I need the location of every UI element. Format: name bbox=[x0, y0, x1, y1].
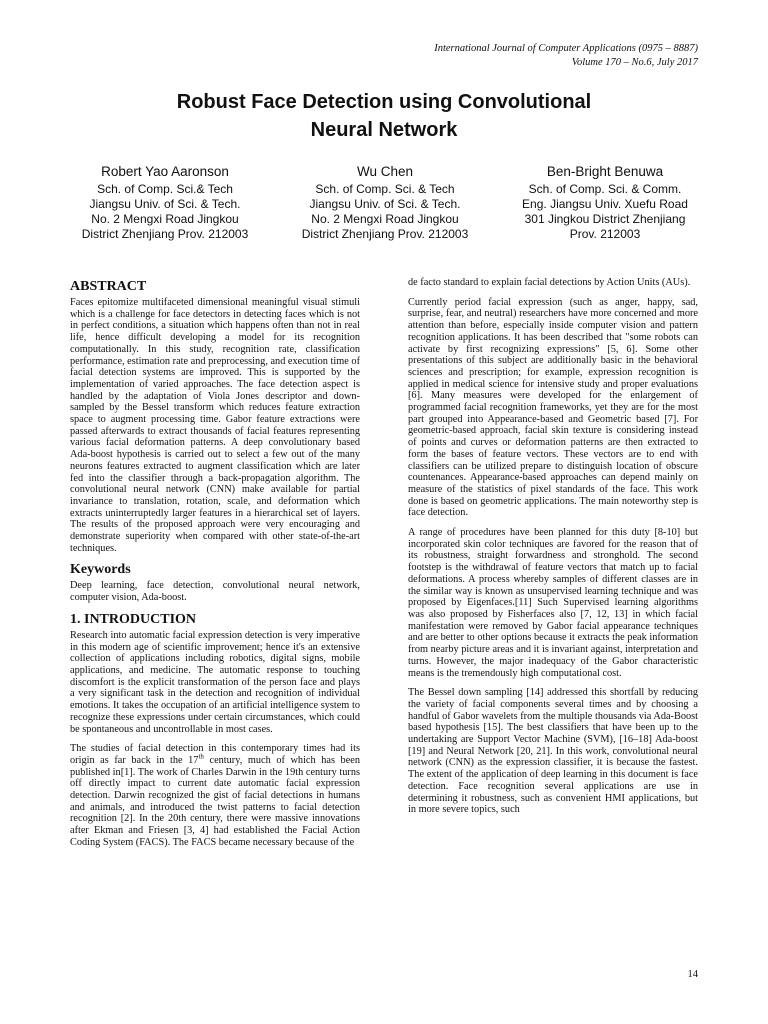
author-affiliation: Sch. of Comp. Sci. & Tech bbox=[315, 182, 455, 196]
author-block bbox=[55, 163, 715, 242]
intro-paragraph-1: Research into automatic facial expression detection is very imperative in this modern age of scientific improvement; hence it's an extensive collection of applications including robotics, digital signs, mobile applications, and medicine. The automatic response to touching discomfort is the explicit transformation of the person face and plays a very significant task in the detection and recognition of individual emotions. It takes the occupation of an artificial intelligence system to recognize these expressions under certain circumstances, which could be spontaneous and uncontrollable in most cases. bbox=[70, 629, 360, 735]
author-affiliation: 301 Jingkou District Zhenjiang bbox=[524, 212, 686, 226]
journal-header bbox=[278, 42, 698, 70]
intro-paragraph-5: The Bessel down sampling [14] addressed this shortfall by reducing the variety of facial components several times and by choosing a handful of Gabor wavelets from the multiple thousands via Ada-Boost based hypothesis [15]. The best classifiers that have been up to the undertaking are Support Vector Machine (SVM), [16–18] Ada-boost [19] and Neural Network [20, 21]. In this work, convolutional neural network (CNN) as the expression classifier, it is because the fastest. The extent of the application of deep learning in this document is face detection. Face recognition several applications are use in determining it robustness, such as convenient HMI applications, but in more severe topics, such bbox=[408, 687, 698, 816]
author-affiliation: Jiangsu Univ. of Sci. & Tech. bbox=[89, 197, 241, 211]
author-1 bbox=[55, 163, 275, 242]
author-affiliation: Eng. Jiangsu Univ. Xuefu Road bbox=[522, 197, 688, 211]
author-affiliation: Prov. 212003 bbox=[569, 227, 641, 241]
right-column bbox=[408, 277, 698, 824]
journal-volume: Volume 170 – No.6, July 2017 bbox=[571, 57, 698, 68]
left-column bbox=[70, 277, 360, 857]
author-name: Wu Chen bbox=[356, 164, 414, 179]
intro-paragraph-2 bbox=[70, 743, 360, 848]
author-2 bbox=[275, 163, 495, 242]
superscript-th: th bbox=[198, 752, 204, 761]
author-affiliation: District Zhenjiang Prov. 212003 bbox=[81, 227, 249, 241]
journal-name: International Journal of Computer Applications (0975 – 8887) bbox=[434, 43, 698, 54]
author-3 bbox=[495, 163, 715, 242]
intro-paragraph-3: Currently period facial expression (such as anger, happy, sad, surprise, fear, and neutral) researchers have more concerned and more attention than before, especially inside computer vision and pattern recognition applications. It has been described that "some robots can activate by first recognizing expressions" [5, 6]. Some other presentations of this subject are additionally basic in the behavioral sciences and prescription; for example, expression recognition is applied in medical science for intensive study and proper evaluations [6]. Many measures were developed for the enlargement of programmed facial recognition frameworks, yet they are for the most part grouped into Appearance-based and Geometric based [7]. For geometric-based approach, facial skin texture is considering instead of points and curves or deformation patterns are then extracted to form the bases of feature vectors. These vectors are to end with classifiers can be utilized prepare to distinguish location of obscure countenances. Appearance-based approaches can depend mainly on measure of the statistics of pixel standards of the face. This work done is based on geometric applications. The main noteworthy step is face detection. bbox=[408, 296, 698, 519]
intro-paragraph-4: A range of procedures have been planned for this duty [8-10] but incorporated skin color techniques are favored for the reason that of its robustness, straight forwardness and stronghold. The second footstep is the withdrawal of feature vectors that match up to facial deformations. A process whereby samples of different classes are in the similar way is known as unsupervised learning technique and was proposed by Eigenfaces.[11] Such Supervised learning algorithms was also proposed by Fisherfaces also [7, 12, 13] in which facial manifestation were removed by Gabor facial appearance techniques and are better to other options because it extracts the peak information from nearby picture areas and it is invariant against, interpretation and turns. However, the major inadequacy of the Gabor characteristic means is the tremendously high computational cost. bbox=[408, 527, 698, 679]
abstract-heading: ABSTRACT bbox=[70, 279, 147, 294]
author-affiliation: Sch. of Comp. Sci. & Comm. bbox=[528, 182, 682, 196]
keywords-heading: Keywords bbox=[70, 562, 131, 578]
author-affiliation: Sch. of Comp. Sci.& Tech bbox=[97, 182, 233, 196]
author-affiliation: District Zhenjiang Prov. 212003 bbox=[301, 227, 469, 241]
author-name: Ben-Bright Benuwa bbox=[546, 164, 664, 179]
author-affiliation: No. 2 Mengxi Road Jingkou bbox=[311, 212, 459, 226]
author-affiliation: No. 2 Mengxi Road Jingkou bbox=[91, 212, 239, 226]
title-line-2: Neural Network bbox=[310, 119, 458, 141]
paper-title bbox=[80, 88, 688, 144]
author-name: Robert Yao Aaronson bbox=[101, 164, 229, 179]
intro-continuation: de facto standard to explain facial detections by Action Units (AUs). bbox=[408, 277, 691, 288]
introduction-heading: 1. INTRODUCTION bbox=[70, 611, 197, 627]
title-line-1: Robust Face Detection using Convolutional bbox=[176, 91, 592, 113]
intro-p2-text-a: The studies of facial detection in this contemporary times had its origin as far back in the 17 bbox=[70, 743, 360, 766]
intro-p2-text-b: century, much of which has been published in[1]. The work of Charles Darwin in the 19th century turns off directly impact to current date automatic facial expression detection. Darwin recognized the gist of facial detections in humans and animals, and introduced the twist patterns to facial detection recognition [2]. In the 20th century, there were massive innovations after Ekman and Friesen [3, 4] had established the Facial Action Coding System (FACS). The FACS became necessary because of the bbox=[70, 754, 360, 848]
abstract-text: Faces epitomize multifaceted dimensional meaningful visual stimuli which is a challenge for face detectors in detecting faces which is not in perfect conditions, a situation which happens often than not in real life, hence difficult developing a model for its recognition computationally. In this study, recognition rate, classification performance, estimation rate and preprocessing, and execution time of facial detection systems are improved. This is supported by the implementation of varied approaches. The face detection aspect is handled by the adaptation of Viola Jones descriptor and down-sampled by the Bessel transform which reduces feature extraction space to augment processing time. Gabor feature extractions were passed afterwards to extract thousands of facial features representing various facial deformation patterns. A deep convolutionary based Ada-boost hypothesis is carried out to select a few out of the many neurons features extracted to augment classification which are later fed into the classifier through a back-propagation algorithm. The convolutional neural network (CNN) make available for partial invariance to translation, rotation, scale, and deformation which extracts uninterruptedly larger features in a hierarchical set of layers. The results of the proposed approach were very encouraging and demonstrate superiority when compared with other state-of-the-art techniques. bbox=[70, 297, 360, 554]
keywords-text: Deep learning, face detection, convolutional neural network, computer vision, Ada-boost. bbox=[70, 580, 360, 604]
page-number: 14 bbox=[687, 969, 698, 980]
author-affiliation: Jiangsu Univ. of Sci. & Tech. bbox=[309, 197, 461, 211]
